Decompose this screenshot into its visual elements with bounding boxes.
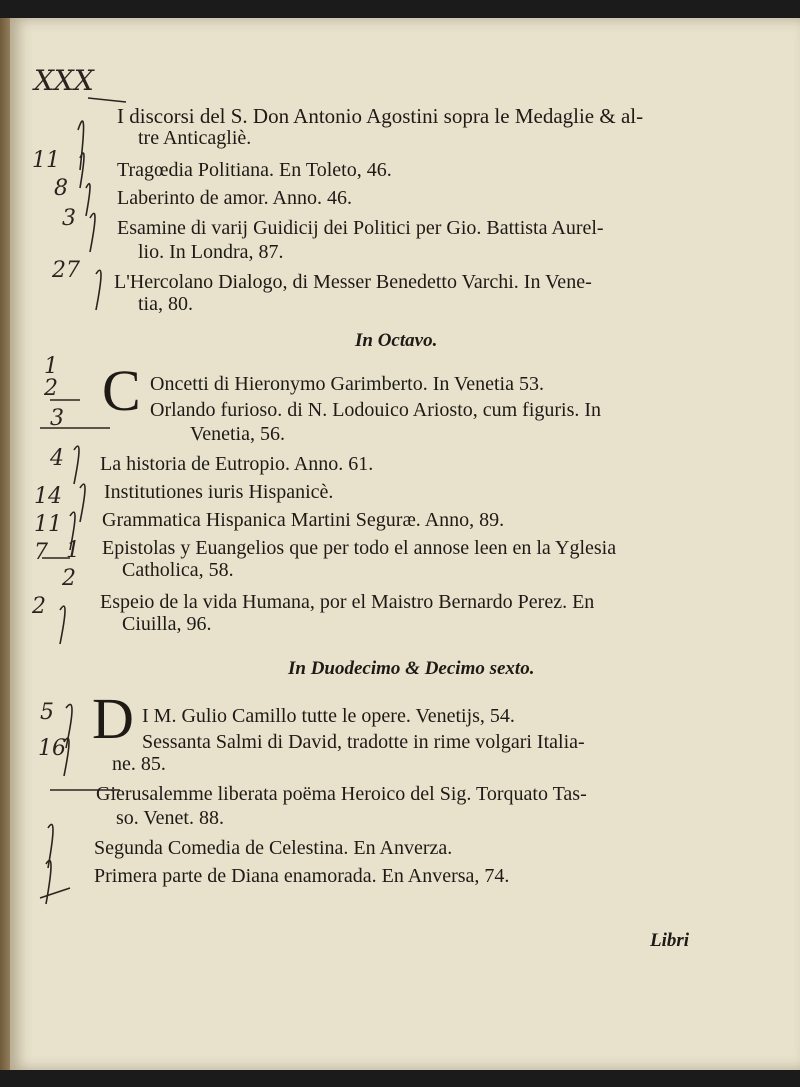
page-text [10, 18, 800, 1070]
entry-line: Primera parte de Diana enamorada. En Anversa, 74. [94, 865, 510, 887]
ink-stroke [90, 213, 95, 252]
ink-stroke [86, 184, 90, 216]
entry-line: Orlando furioso. di N. Lodouico Ariosto, cum figuris. In [150, 399, 602, 421]
handwritten-annotation: 1 [44, 354, 58, 379]
handwritten-annotation: 7 [34, 540, 48, 565]
entry-line: so. Venet. 88. [116, 807, 224, 829]
ink-stroke [96, 270, 101, 310]
entry-line: ne. 85. [112, 753, 166, 775]
handwritten-annotation: 11 [34, 512, 62, 537]
entry-line: I M. Gulio Camillo tutte le opere. Venetijs, 54. [142, 705, 515, 727]
entry-line: La historia de Eutropio. Anno. 61. [100, 453, 374, 475]
drop-cap: D [92, 686, 134, 751]
ink-stroke [74, 446, 79, 484]
drop-cap: C [102, 358, 141, 423]
section-heading: In Duodecimo & Decimo sexto. [288, 658, 535, 679]
book-page [10, 18, 800, 1070]
entry-line: Grammatica Hispanica Martini Seguræ. Anno, 89. [102, 509, 505, 531]
entry-line: Segunda Comedia de Celestina. En Anverza. [94, 837, 453, 859]
ink-stroke [70, 512, 75, 550]
entry-line: lio. In Londra, 87. [138, 241, 284, 263]
ink-stroke [88, 98, 126, 102]
entry-line: Ciuilla, 96. [122, 613, 212, 635]
entry-line: Catholica, 58. [122, 559, 234, 581]
entry-line: Sessanta Salmi di David, tradotte in rime volgari Italia- [142, 731, 585, 753]
entry-line: L'Hercolano Dialogo, di Messer Benedetto Varchi. In Vene- [114, 271, 592, 293]
handwritten-annotation: 16 [38, 736, 66, 761]
handwritten-annotation: 11 [32, 148, 60, 173]
catchword: Libri [650, 930, 690, 951]
manuscript-marks [10, 18, 800, 1070]
ink-stroke [60, 606, 65, 644]
entry-line: Venetia, 56. [190, 423, 285, 445]
handwritten-annotation: 4 [50, 446, 64, 471]
entry-line: Tragœdia Politiana. En Toleto, 46. [117, 159, 392, 181]
entry-line: Epistolas y Euangelios que per todo el annose leen en la Yglesia [102, 537, 617, 559]
entry-line: Espeio de la vida Humana, por el Maistro Bernardo Perez. En [100, 591, 595, 613]
handwritten-annotation: 27 [52, 258, 80, 283]
entry-line: Oncetti di Hieronymo Garimberto. In Venetia 53. [150, 373, 544, 395]
ink-stroke [40, 888, 70, 898]
entry-line: Laberinto de amor. Anno. 46. [117, 187, 352, 209]
entry-line: tre Anticagliè. [138, 127, 252, 149]
handwritten-annotation: 14 [34, 484, 62, 509]
handwritten-annotation: 2 [62, 566, 76, 591]
handwritten-annotation: 2 [32, 594, 46, 619]
handwritten-annotation: 3 [62, 206, 76, 231]
handwritten-annotation: 2 [44, 376, 58, 401]
handwritten-annotation: 8 [54, 176, 68, 201]
ink-stroke [78, 121, 84, 170]
handwritten-annotation: 1 [66, 538, 80, 563]
entry-line: Gierusalemme liberata poëma Heroico del Sig. Torquato Tas- [96, 783, 587, 805]
ink-stroke [80, 484, 85, 522]
handwritten-annotation: 3 [50, 406, 64, 431]
section-heading: In Octavo. [355, 330, 438, 351]
handwritten-annotation: 5 [40, 700, 54, 725]
entry-line: Institutiones iuris Hispanicè. [104, 481, 334, 503]
entry-line: Esamine di varij Guidicij dei Politici per Gio. Battista Aurel- [117, 217, 604, 239]
handwritten-annotation: XXX [34, 64, 94, 97]
entry-line: I discorsi del S. Don Antonio Agostini sopra le Medaglie & al- [117, 104, 644, 128]
entry-line: tia, 80. [138, 293, 193, 315]
